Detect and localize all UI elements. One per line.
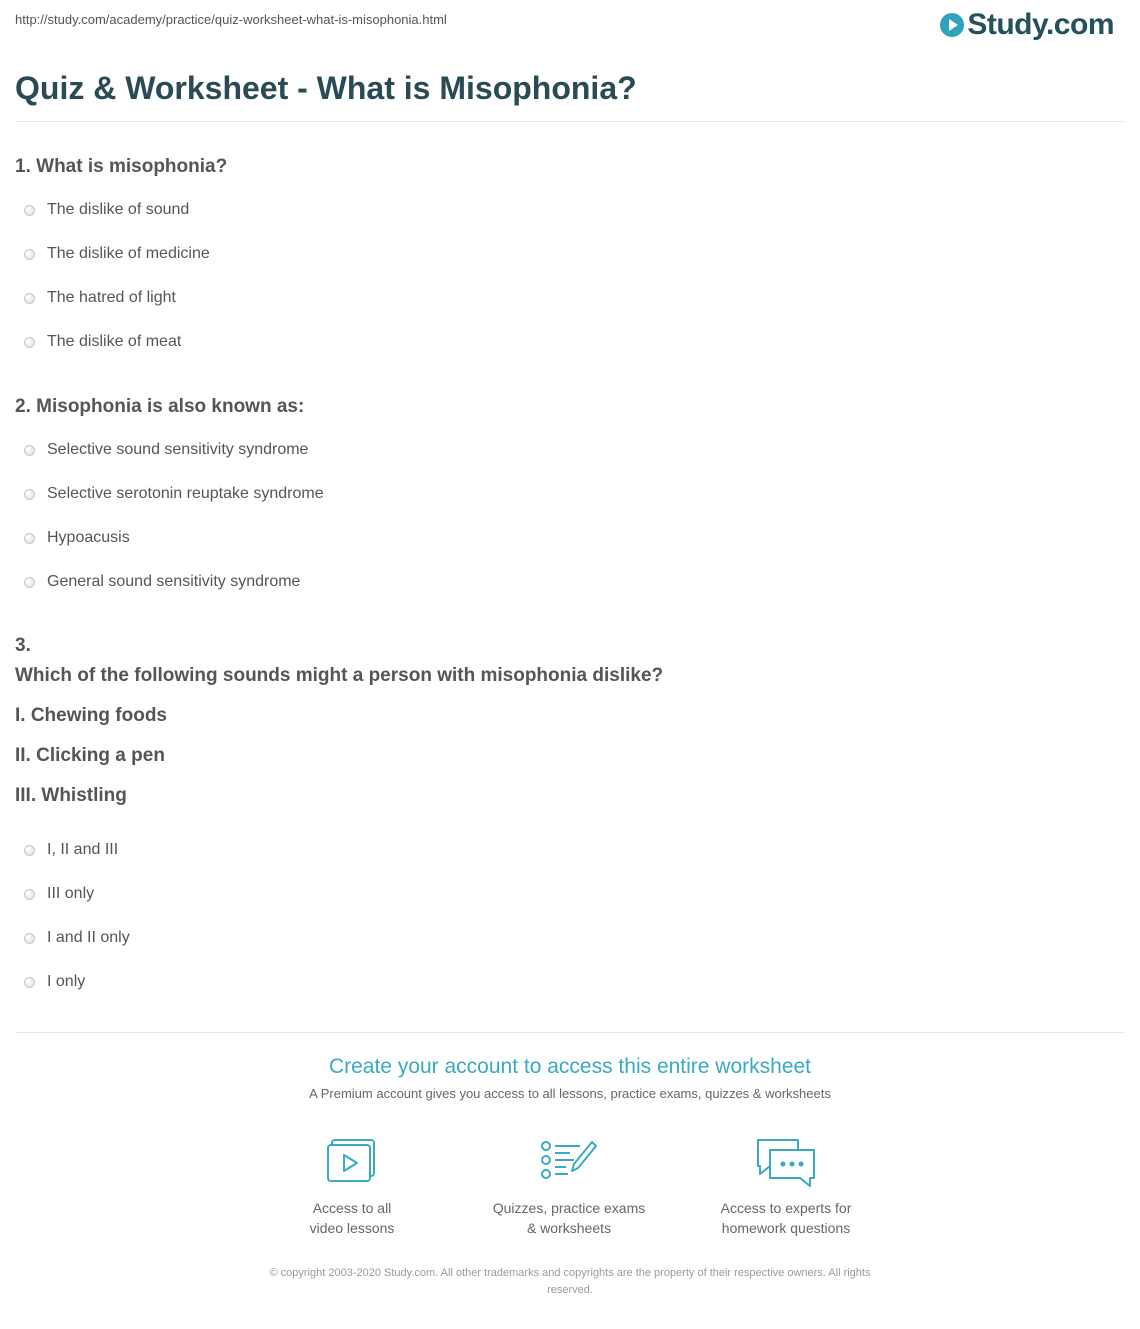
question-text: Which of the following sounds might a person with misophonia dislike?: [15, 665, 664, 686]
feature-line: & worksheets: [526, 1220, 612, 1236]
answer-option[interactable]: [15, 916, 130, 960]
answer-label: Hypoacusis: [47, 529, 130, 546]
radio-button[interactable]: [24, 337, 35, 348]
feature-video-lessons: [252, 1138, 452, 1238]
answer-option[interactable]: [15, 960, 130, 1004]
radio-button[interactable]: [24, 293, 35, 304]
premium-description: A Premium account gives you access to all lessons, practice exams, quizzes & worksheets: [309, 1086, 831, 1101]
question-item: II. Clicking a pen: [15, 745, 165, 766]
question-item: I. Chewing foods: [15, 705, 167, 726]
feature-line: Access to experts for: [720, 1200, 852, 1216]
copyright-line: reserved.: [547, 1284, 593, 1296]
answer-option[interactable]: [15, 516, 324, 560]
answer-label: General sound sensitivity syndrome: [47, 573, 301, 590]
radio-button[interactable]: [24, 977, 35, 988]
radio-button[interactable]: [24, 845, 35, 856]
radio-button[interactable]: [24, 889, 35, 900]
radio-button[interactable]: [24, 577, 35, 588]
question-item: III. Whistling: [15, 785, 127, 806]
radio-button[interactable]: [24, 445, 35, 456]
question-number: 3.: [15, 635, 31, 656]
answer-option[interactable]: [15, 232, 210, 276]
radio-button[interactable]: [24, 205, 35, 216]
video-lesson-icon: [326, 1138, 378, 1184]
answer-list-2: [15, 428, 324, 604]
answer-label: I, II and III: [47, 841, 119, 858]
answer-label: Selective sound sensitivity syndrome: [47, 441, 309, 458]
copyright-line: © copyright 2003-2020 Study.com. All other trademarks and copyrights are the property of their respective owners. All rights: [269, 1267, 871, 1279]
quiz-checklist-icon: [540, 1138, 598, 1184]
radio-button[interactable]: [24, 249, 35, 260]
answer-label: The dislike of sound: [47, 201, 190, 218]
answer-option[interactable]: [15, 188, 210, 232]
question-1: [15, 152, 227, 182]
radio-button[interactable]: [24, 933, 35, 944]
answer-label: Selective serotonin reuptake syndrome: [47, 485, 324, 502]
play-logo-icon: [940, 13, 964, 37]
answer-label: The dislike of medicine: [47, 245, 210, 262]
answer-label: III only: [47, 885, 95, 902]
answer-option[interactable]: [15, 872, 130, 916]
divider: [15, 1032, 1125, 1033]
answer-option[interactable]: [15, 472, 324, 516]
radio-button[interactable]: [24, 533, 35, 544]
question-text: Misophonia is also known as:: [36, 396, 305, 417]
study-logo[interactable]: [940, 6, 1114, 44]
feature-line: Access to all: [312, 1200, 392, 1216]
question-number: 1.: [15, 156, 31, 177]
answer-option[interactable]: [15, 560, 324, 604]
answer-label: I and II only: [47, 929, 130, 946]
page-url: http://study.com/academy/practice/quiz-worksheet-what-is-misophonia.html: [15, 12, 447, 27]
feature-line: homework questions: [721, 1220, 851, 1236]
answer-label: The hatred of light: [47, 289, 176, 306]
divider: [15, 121, 1125, 122]
question-text: What is misophonia?: [36, 156, 228, 177]
feature-line: Quizzes, practice exams: [492, 1200, 646, 1216]
question-3: [15, 631, 663, 811]
feature-line: video lessons: [309, 1220, 395, 1236]
logo-text: Study.com: [967, 8, 1114, 41]
answer-label: I only: [47, 973, 86, 990]
answer-list-3: [15, 828, 130, 1004]
chat-bubbles-icon: [754, 1138, 818, 1190]
copyright-notice: [220, 1265, 920, 1299]
answer-option[interactable]: [15, 428, 324, 472]
answer-option[interactable]: [15, 320, 210, 364]
feature-experts: [686, 1138, 886, 1238]
radio-button[interactable]: [24, 489, 35, 500]
answer-option[interactable]: [15, 828, 130, 872]
answer-label: The dislike of meat: [47, 333, 182, 350]
question-2: [15, 392, 304, 422]
answer-list-1: [15, 188, 210, 364]
question-number: 2.: [15, 396, 31, 417]
answer-option[interactable]: [15, 276, 210, 320]
create-account-link[interactable]: Create your account to access this entire worksheet: [328, 1055, 812, 1078]
feature-quizzes: [469, 1138, 669, 1238]
page-title: Quiz & Worksheet - What is Misophonia?: [15, 70, 637, 106]
